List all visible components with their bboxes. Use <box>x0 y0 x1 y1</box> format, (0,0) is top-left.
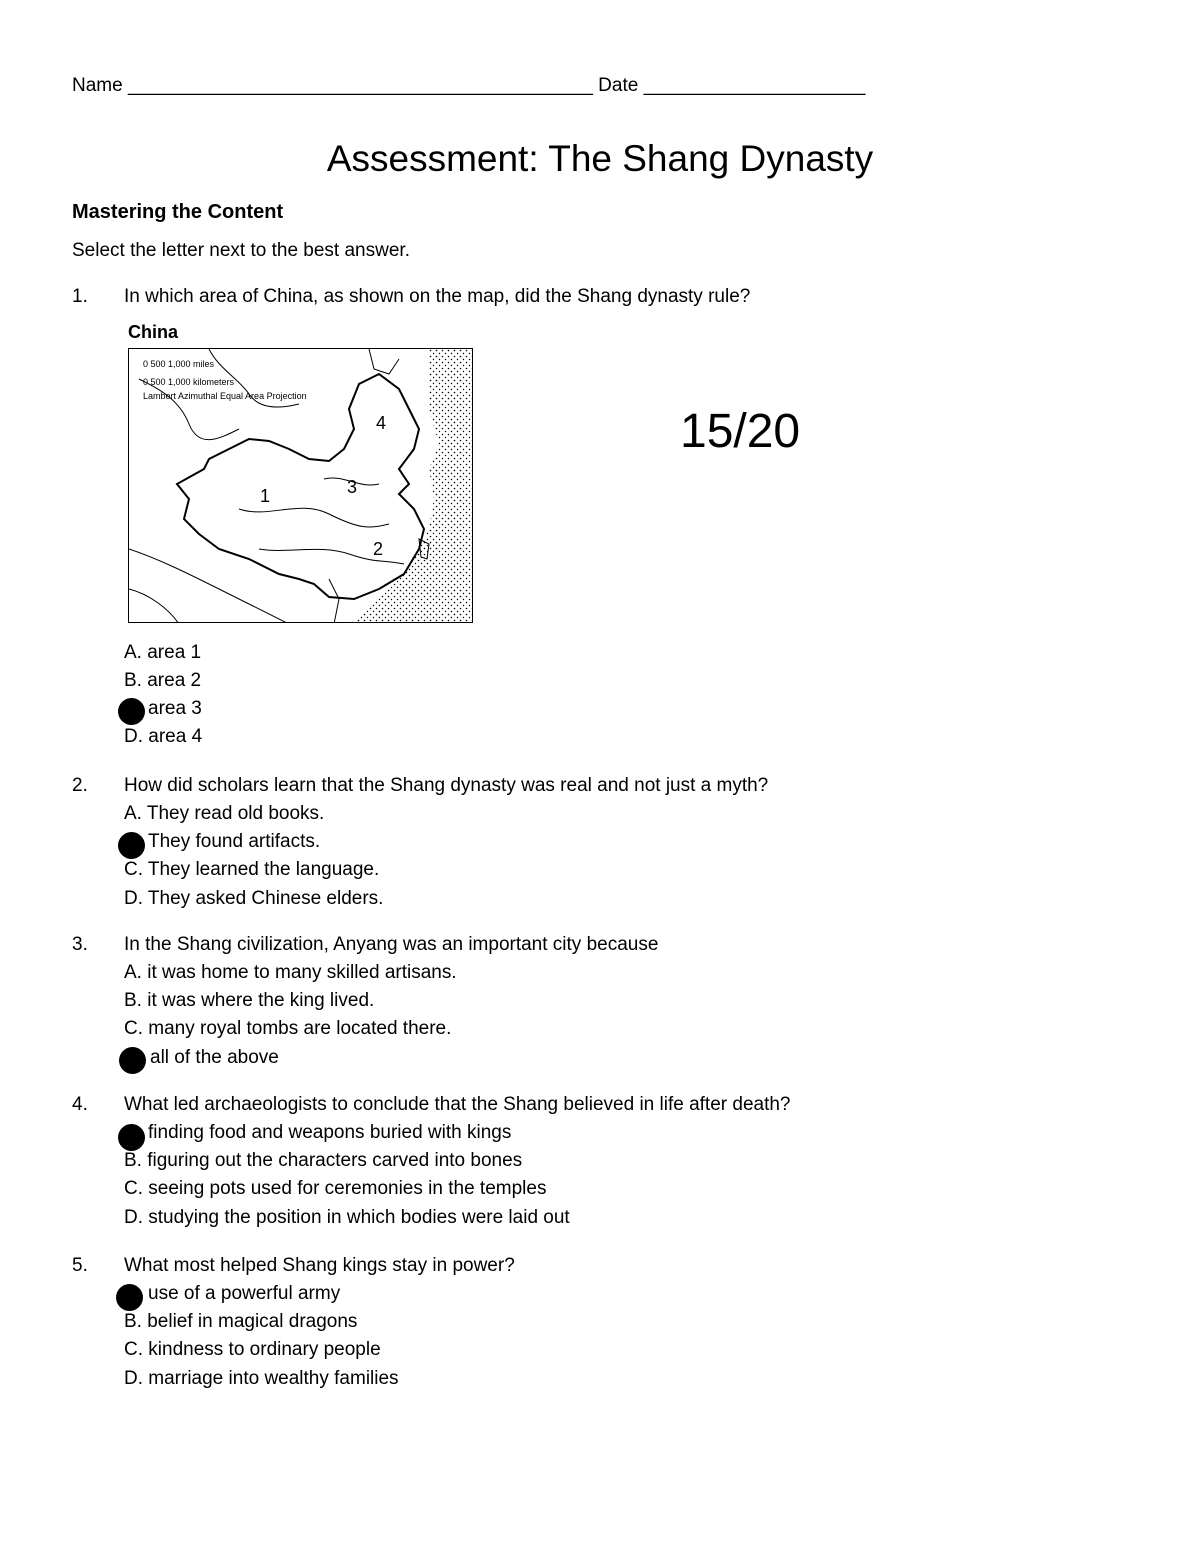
filled-answer-bubble[interactable] <box>118 1124 145 1151</box>
question-text: What led archaeologists to conclude that the Shang believed in life after death? <box>124 1094 791 1115</box>
map-scale-km: 0 500 1,000 kilometers <box>143 377 235 387</box>
instructions: Select the letter next to the best answer. <box>72 240 410 261</box>
filled-answer-bubble[interactable] <box>118 832 145 859</box>
china-map <box>128 348 473 623</box>
answer-option-selected[interactable]: finding food and weapons buried with kings <box>148 1122 512 1143</box>
answer-option[interactable]: C. They learned the language. <box>124 859 380 880</box>
question-text: In which area of China, as shown on the map, did the Shang dynasty rule? <box>124 286 751 307</box>
score-mark: 15/20 <box>680 405 801 458</box>
answer-option[interactable]: B. belief in magical dragons <box>124 1311 358 1332</box>
question-number: 4. <box>72 1094 88 1115</box>
page-title: Assessment: The Shang Dynasty <box>326 138 874 179</box>
map-scale-miles: 0 500 1,000 miles <box>143 359 215 369</box>
filled-answer-bubble[interactable] <box>116 1284 143 1311</box>
question-text: How did scholars learn that the Shang dynasty was real and not just a myth? <box>124 775 769 796</box>
answer-option[interactable]: D. area 4 <box>124 726 203 747</box>
name-date-line[interactable]: Name ____________________________________________ Date _____________________ <box>72 75 866 96</box>
filled-answer-bubble[interactable] <box>118 698 145 725</box>
area-label-2: 2 <box>373 539 384 559</box>
answer-option[interactable]: B. figuring out the characters carved into bones <box>124 1150 523 1171</box>
area-label-3: 3 <box>347 477 358 497</box>
question-text: What most helped Shang kings stay in power? <box>124 1255 515 1276</box>
area-label-4: 4 <box>376 413 387 433</box>
answer-option-selected[interactable]: all of the above <box>150 1047 279 1068</box>
map-title: China <box>128 322 179 342</box>
question-number: 1. <box>72 286 88 307</box>
answer-option[interactable]: D. They asked Chinese elders. <box>124 888 384 909</box>
answer-option[interactable]: A. They read old books. <box>124 803 325 824</box>
answer-option[interactable]: C. many royal tombs are located there. <box>124 1018 452 1039</box>
map-projection: Lambert Azimuthal Equal Area Projection <box>143 391 307 401</box>
area-label-1: 1 <box>260 486 271 506</box>
answer-option-selected[interactable]: area 3 <box>148 698 202 719</box>
filled-answer-bubble[interactable] <box>119 1047 146 1074</box>
answer-option[interactable]: A. it was home to many skilled artisans. <box>124 962 457 983</box>
answer-option[interactable]: C. kindness to ordinary people <box>124 1339 381 1360</box>
question-text: In the Shang civilization, Anyang was an important city because <box>124 934 659 955</box>
answer-option-selected[interactable]: use of a powerful army <box>148 1283 341 1304</box>
answer-option[interactable]: D. marriage into wealthy families <box>124 1368 399 1389</box>
answer-option[interactable]: B. it was where the king lived. <box>124 990 375 1011</box>
section-heading: Mastering the Content <box>72 201 284 223</box>
question-number: 2. <box>72 775 88 796</box>
answer-option[interactable]: B. area 2 <box>124 670 202 691</box>
question-number: 3. <box>72 934 88 955</box>
china-map-drawing <box>129 349 473 623</box>
question-number: 5. <box>72 1255 88 1276</box>
answer-option[interactable]: A. area 1 <box>124 642 202 663</box>
answer-option[interactable]: D. studying the position in which bodies were laid out <box>124 1207 570 1228</box>
answer-option-selected[interactable]: They found artifacts. <box>148 831 321 852</box>
answer-option[interactable]: C. seeing pots used for ceremonies in the temples <box>124 1178 547 1199</box>
